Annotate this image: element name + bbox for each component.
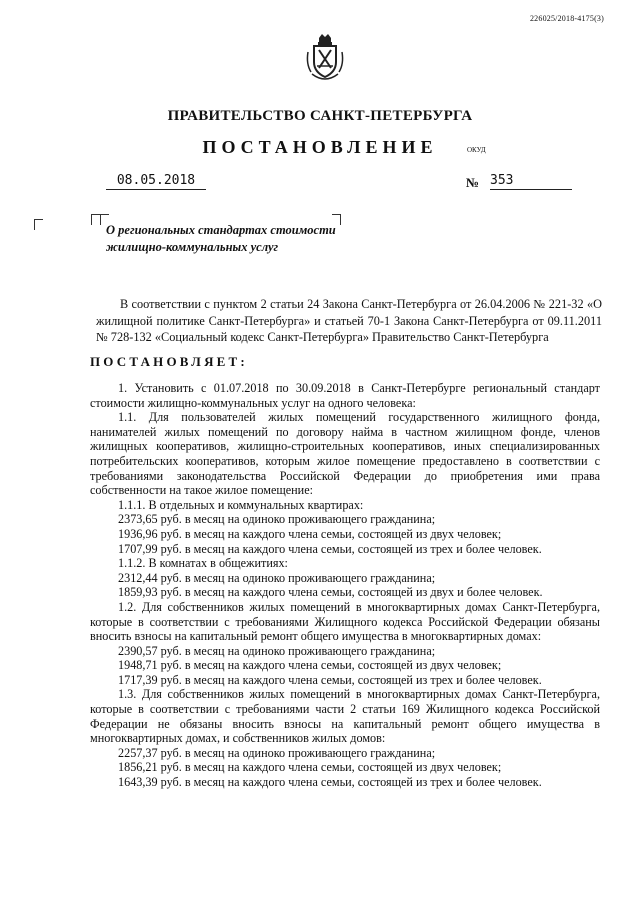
- rate-item: 1707,99 руб. в месяц на каждого члена семьи, состоящей из трех и более человек.: [118, 541, 542, 556]
- number-sign: №: [466, 175, 480, 190]
- rate-item: 1936,96 руб. в месяц на каждого члена семьи, состоящей из двух человек;: [118, 526, 502, 541]
- rate-item: 2312,44 руб. в месяц на одиноко проживающего гражданина;: [118, 570, 436, 585]
- rate-item: 1948,71 руб. в месяц на каждого члена семьи, состоящей из двух человек;: [118, 658, 502, 673]
- paragraph-1-2: 1.2. Для собственников жилых помещений в многоквартирных домах Санкт-Петербурга, которые в соответствии с требованиями Жилищного кодекса Российской Федерации обязаны вносить взносы на капитальный ремонт общего имущества в многоквартирных домах:: [90, 599, 600, 644]
- preamble-text: В соответствии с пунктом 2 статьи 24 Закона Санкт-Петербурга от 26.04.2006 № 221-32 «О жилищной политике Санкт-Петербурга» и статьей 70-1 Закона Санкт-Петербурга от 09.11.2011 № 728-132 «Социальный кодекс Санкт-Петербурга» Правительство Санкт-Петербурга: [96, 297, 602, 344]
- decree-heading: ПОСТАНОВЛЯЕТ:: [90, 354, 248, 369]
- paragraph-1-1: 1.1. Для пользователей жилых помещений государственного жилищного фонда, нанимателей жилых помещений по договору найма в частном жилищном фонде, членов жилищных кооперативов, жилищно-строительных кооперативов, иных специализированных потребительских кооперативов, которым жилое помещение предоставлено в соответствии с требованиями законодательства Российской Федерации до приобретения ими права собственности на такое жилое помещение:: [90, 410, 600, 498]
- rate-item: 2257,37 руб. в месяц на одиноко проживающего гражданина;: [118, 745, 436, 760]
- paragraph-1-3: 1.3. Для собственников жилых помещений в многоквартирных домах Санкт-Петербурга, которые в соответствии с требованиями части 2 статьи 169 Жилищного кодекса Российской Федерации не обязаны вносить взносы на капитальный ремонт общего имущества в многоквартирных домах, и собственников жилых домов:: [90, 687, 600, 746]
- preamble: [96, 296, 602, 346]
- document-subject: О региональных стандартах стоимости жилищно-коммунальных услуг: [106, 223, 336, 254]
- rate-item: 2390,57 руб. в месяц на одиноко проживающего гражданина;: [118, 643, 436, 658]
- okud-label: ОКУД: [467, 146, 486, 154]
- margin-bracket: [91, 214, 100, 225]
- rate-item: 1859,93 руб. в месяц на каждого члена семьи, состоящей из двух и более человек.: [118, 585, 543, 600]
- document-date: 08.05.2018: [106, 172, 206, 190]
- decree-body: [90, 381, 600, 790]
- paragraph-1: 1. Установить с 01.07.2018 по 30.09.2018 в Санкт-Петербурге региональный стандарт стоимости жилищно-коммунальных услуг на одного человека:: [90, 381, 600, 410]
- rate-item: 1643,39 руб. в месяц на каждого члена семьи, состоящей из трех и более человек.: [118, 775, 542, 790]
- document-type: ПОСТАНОВЛЕНИЕ: [202, 137, 438, 157]
- document-number: 353: [490, 172, 572, 190]
- coat-of-arms-icon: [305, 32, 345, 84]
- margin-bracket: [34, 219, 43, 230]
- rate-item: 1717,39 руб. в месяц на каждого члена семьи, состоящей из трех и более человек.: [118, 672, 542, 687]
- rate-item: 1856,21 руб. в месяц на каждого члена семьи, состоящей из двух человек;: [118, 760, 502, 775]
- paragraph-1-1-2: 1.1.2. В комнатах в общежитиях:: [118, 556, 288, 571]
- rate-item: 2373,65 руб. в месяц на одиноко проживающего гражданина;: [118, 512, 436, 527]
- paragraph-1-1-1: 1.1.1. В отдельных и коммунальных квартирах:: [118, 497, 364, 512]
- document-code: 226025/2018-4175(3): [529, 14, 604, 23]
- government-title: ПРАВИТЕЛЬСТВО САНКТ-ПЕТЕРБУРГА: [167, 108, 473, 124]
